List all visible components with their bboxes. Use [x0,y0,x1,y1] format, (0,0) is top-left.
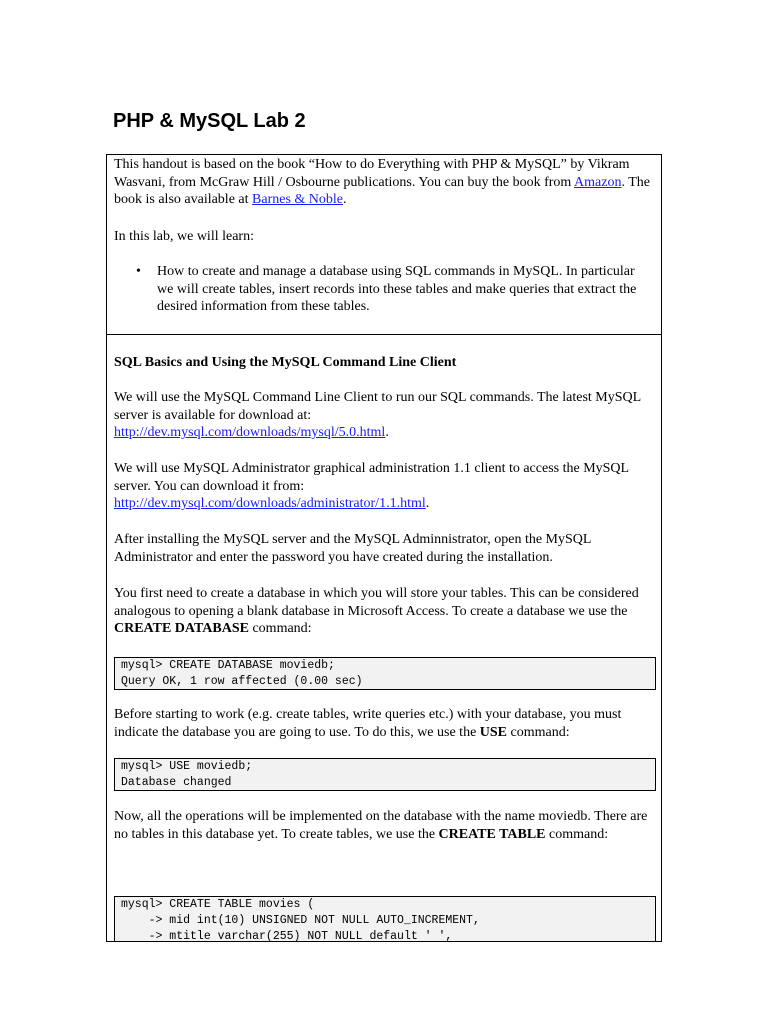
sql-basics-box [106,334,662,942]
intro-text-b: . The book is also available at [114,174,650,208]
paragraph-administrator-text: We will use MySQL Administrator graphical administration 1.1 client to access the MySQL server. You can download it from: [114,461,629,494]
code-block-use-database: mysql> USE moviedb; Database changed [114,758,656,791]
create-table-text: Now, all the operations will be implemented on the database with the name moviedb. There are no tables in this database yet. To create tables, we use the [114,809,648,842]
administrator-download-link[interactable]: http://dev.mysql.com/downloads/administrator/1.1.html [114,496,426,512]
mysql-download-link[interactable]: http://dev.mysql.com/downloads/mysql/5.0.html [114,425,386,441]
use-database-text-end: command: [507,724,570,740]
paragraph-create-database [114,585,654,638]
intro-box [106,154,662,335]
paragraph-download-server [114,389,654,442]
paragraph-create-table [114,808,654,843]
create-table-keyword: CREATE TABLE [438,826,546,842]
period: . [385,425,389,441]
amazon-link[interactable]: Amazon [574,174,622,190]
bullet-marker: • [136,264,141,279]
use-database-text: Before starting to work (e.g. create tables, write queries etc.) with your database, you must indicate the database you are going to use. To do this, we use the [114,707,622,740]
create-table-text-end: command: [545,826,609,842]
paragraph-after-install: After installing the MySQL server and the MySQL Adminnistrator, open the MySQL Administrator and enter the password you have created during the installation. [114,532,591,565]
paragraph-use-database [114,706,654,741]
period: . [425,496,430,512]
use-keyword: USE [479,724,508,740]
create-database-keyword: CREATE DATABASE [114,621,249,637]
page-title: PHP & MySQL Lab 2 [113,110,306,132]
intro-paragraph [114,156,654,209]
bullet-item: How to create and manage a database using SQL commands in MySQL. In particular we will create tables, insert records into these tables and make queries that extract the desired information from these tables. [157,264,637,315]
code-block-create-table: mysql> CREATE TABLE movies ( -> mid int(10) UNSIGNED NOT NULL AUTO_INCREMENT, -> mtitle varchar(255) NOT NULL default ' ', [114,896,656,942]
code-block-create-database: mysql> CREATE DATABASE moviedb; Query OK, 1 row affected (0.00 sec) [114,657,656,690]
paragraph-download-server-text: We will use the MySQL Command Line Client to run our SQL commands. The latest MySQL server is available for download at: [114,390,641,423]
learn-intro: In this lab, we will learn: [114,229,254,244]
paragraph-administrator [114,460,654,513]
intro-text-a: This handout is based on the book “How to do Everything with PHP & MySQL” by Vikram Wasvani, from McGraw Hill / Osbourne publications. You can buy the book from [114,157,630,190]
create-database-text: You first need to create a database in which you will store your tables. This can be considered analogous to opening a blank database in Microsoft Access. To create a database we use the [114,586,639,619]
create-database-text-end: command: [248,621,312,637]
barnes-noble-link[interactable]: Barnes & Noble [252,192,344,208]
intro-text-c: . [343,192,347,208]
section-heading: SQL Basics and Using the MySQL Command Line Client [114,355,457,370]
